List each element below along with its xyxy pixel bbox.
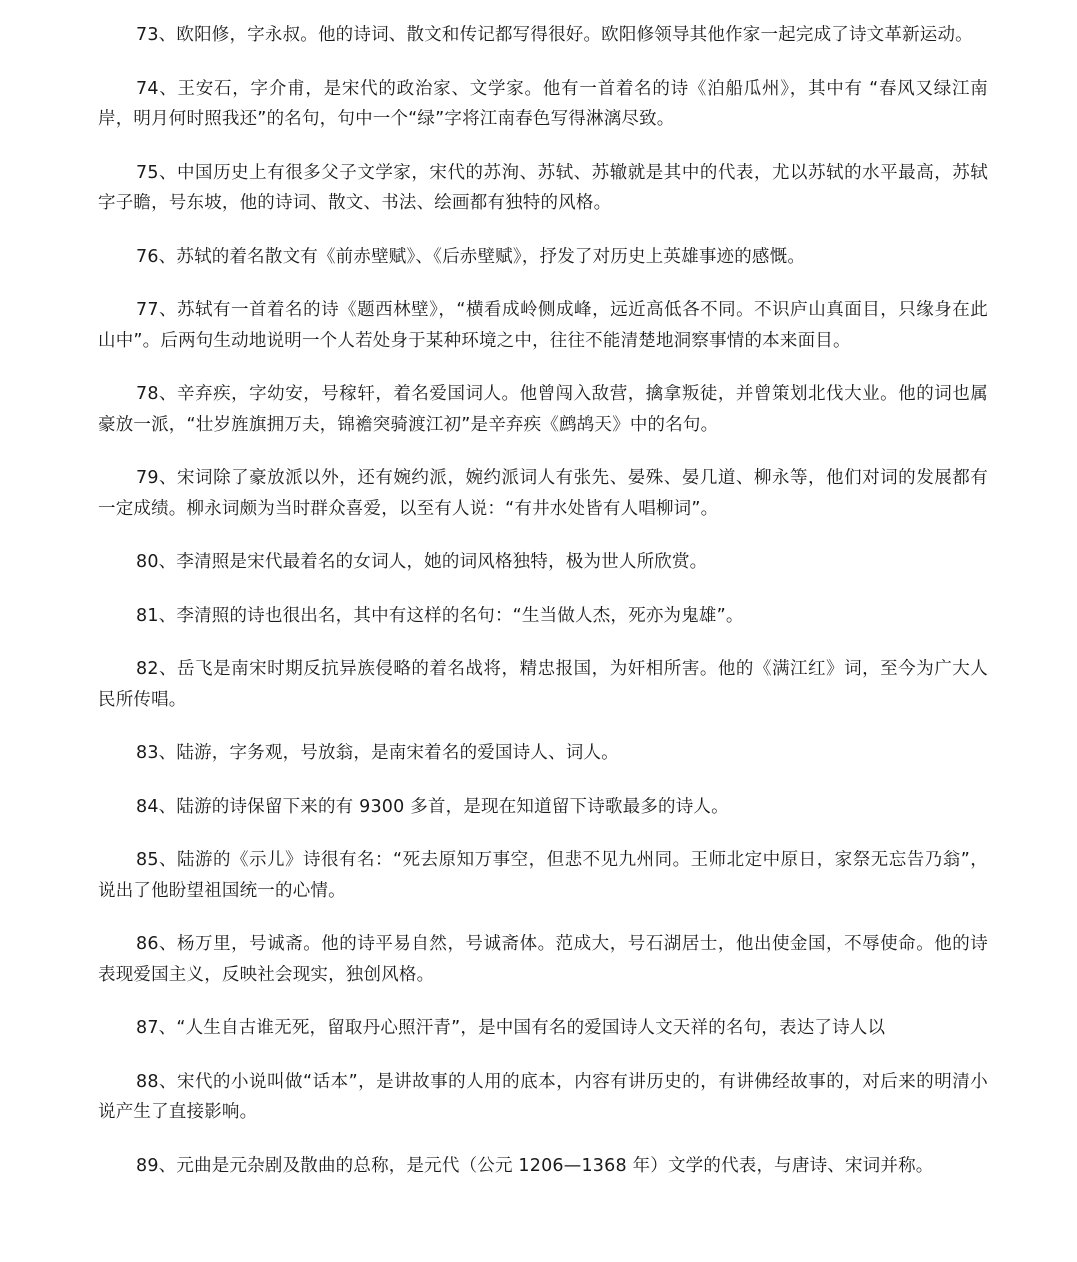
- paragraph-83: 83、陆游，字务观，号放翁，是南宋着名的爱国诗人、词人。: [136, 743, 619, 763]
- paragraph-87: 87、“人生自古谁无死，留取丹心照汗青”，是中国有名的爱国诗人文天祥的名句，表达了诗人以: [136, 1018, 886, 1038]
- paragraph-85: 85、陆游的《示儿》诗很有名：“死去原知万事空，但悲不见九州同。王师北定中原日，家祭无忘告乃翁”，说出了他盼望祖国统一的心情。: [98, 850, 988, 901]
- paragraph-80: 80、李清照是宋代最着名的女词人，她的词风格独特，极为世人所欣赏。: [136, 552, 708, 572]
- paragraph-77: 77、苏轼有一首着名的诗《题西林壁》，“横看成岭侧成峰，远近高低各不同。不识庐山真面目，只缘身在此山中”。后两句生动地说明一个人若处身于某种环境之中，往往不能清楚地洞察事情的本来面目。: [98, 300, 988, 351]
- paragraph-81: 81、李清照的诗也很出名，其中有这样的名句：“生当做人杰，死亦为鬼雄”。: [136, 605, 744, 626]
- paragraph-82: 82、岳飞是南宋时期反抗异族侵略的着名战将，精忠报国，为奸相所害。他的《满江红》词，至今为广大人民所传唱。: [98, 659, 988, 710]
- paragraph-84: 84、陆游的诗保留下来的有 9300 多首，是现在知道留下诗歌最多的诗人。: [136, 796, 729, 817]
- paragraph-88: 88、宋代的小说叫做“话本”，是讲故事的人用的底本，内容有讲历史的，有讲佛经故事的，对后来的明清小说产生了直接影响。: [98, 1071, 988, 1122]
- paragraph-74: 74、王安石，字介甫，是宋代的政治家、文学家。他有一首着名的诗《泊船瓜州》，其中有 “春风又绿江南岸，明月何时照我还”的名句，句中一个“绿”字将江南春色写得淋漓尽致。: [98, 78, 988, 129]
- document-page: [98, 20, 988, 1204]
- paragraph-89: 89、元曲是元杂剧及散曲的总称，是元代（公元 1206—1368 年）文学的代表，与唐诗、宋词并称。: [136, 1155, 934, 1176]
- paragraph-79: 79、宋词除了豪放派以外，还有婉约派，婉约派词人有张先、晏殊、晏几道、柳永等，他们对词的发展都有一定成绩。柳永词颇为当时群众喜爱，以至有人说：“有井水处皆有人唱柳词”。: [98, 468, 988, 519]
- paragraph-73: 73、欧阳修，字永叔。他的诗词、散文和传记都写得很好。欧阳修领导其他作家一起完成了诗文革新运动。: [136, 25, 973, 45]
- paragraph-75: 75、中国历史上有很多父子文学家，宋代的苏洵、苏轼、苏辙就是其中的代表，尤以苏轼的水平最高，苏轼字子瞻，号东坡，他的诗词、散文、书法、绘画都有独特的风格。: [98, 162, 988, 213]
- paragraph-78: 78、辛弃疾，字幼安，号稼轩，着名爱国词人。他曾闯入敌营，擒拿叛徒，并曾策划北伐大业。他的词也属豪放一派，“壮岁旌旗拥万夫，锦襜突骑渡江初”是辛弃疾《鹧鸪天》中的名句。: [98, 384, 988, 435]
- paragraph-76: 76、苏轼的着名散文有《前赤壁赋》、《后赤壁赋》，抒发了对历史上英雄事迹的感慨。: [136, 246, 806, 267]
- paragraph-86: 86、杨万里，号诚斋。他的诗平易自然，号诚斋体。范成大，号石湖居士，他出使金国，不辱使命。他的诗表现爱国主义，反映社会现实，独创风格。: [98, 934, 988, 985]
